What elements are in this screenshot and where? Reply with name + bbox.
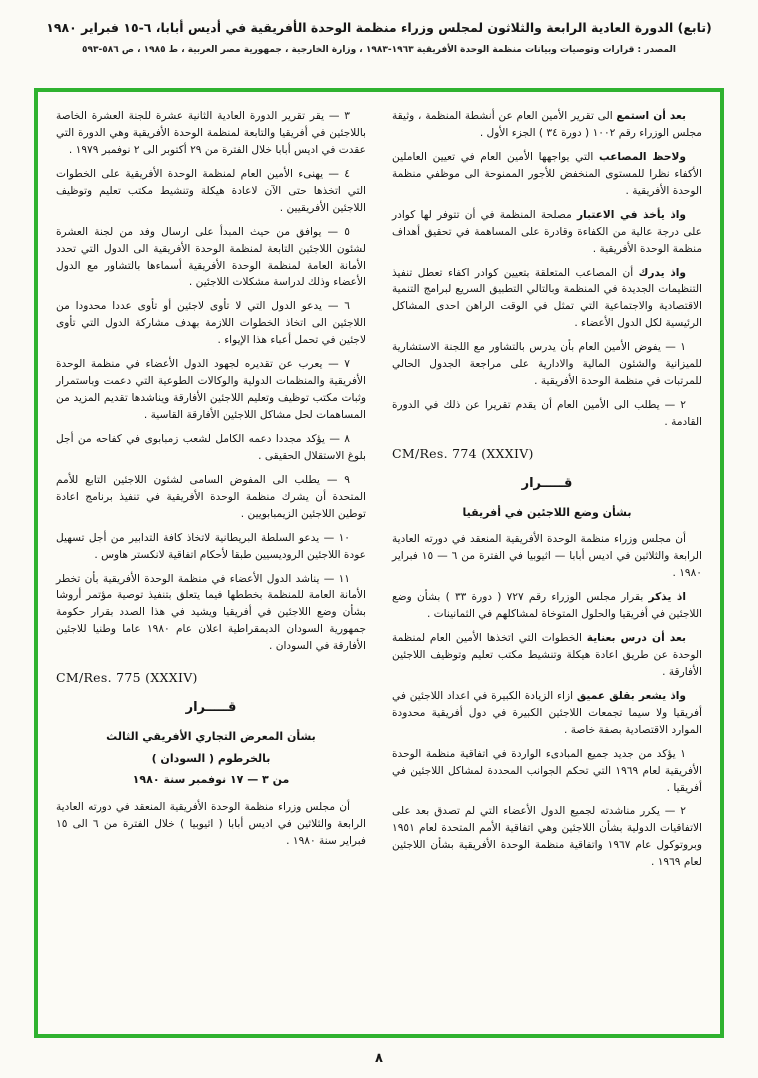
paragraph [392, 149, 702, 200]
header-title: (تابع) الدورة العادية الرابعة والثلاثون لمجلس وزراء منظمة الوحدة الأفريقية في أديس أبابا، ٦-١٥ فبراير ١٩٨٠ [46, 20, 712, 35]
resolution-subtitle-line1: بشأن المعرض التجاري الأفريقي الثالث [106, 729, 316, 743]
paragraph [56, 298, 366, 349]
paragraph-text: ٨ — يؤكد مجددا دعمه الكامل لشعب زمبابوى في كفاحه من أجل بلوغ الاستقلال الحقيقى . [56, 432, 366, 462]
paragraph [56, 472, 366, 523]
paragraph-text: ١ يؤكد من جديد جميع المبادىء الواردة في اتفاقية منظمة الوحدة الأفريقية لعام ١٩٦٩ التي تحكم الجوانب المحددة لمشاكل اللاجئين في أفريقيا . [392, 747, 702, 794]
paragraph-text: ازاء الزيادة الكبيرة في اعداد اللاجئين في أفريقيا ولا سيما تجمعات اللاجئين الكبيرة في دول أفريقية محدودة الموارد الاقتصادية بصفة خاصة . [392, 689, 702, 736]
paragraph [392, 746, 702, 797]
paragraph [392, 108, 702, 142]
resolution-subtitle-line2: بالخرطوم ( السودان ) [151, 751, 271, 765]
paragraph [56, 356, 366, 424]
paragraph-text: الخطوات التي اتخذها الأمين العام لمنظمة الوحدة عن طريق اعادة هيكلة وتنشيط مكتب تعليم وتوظيف اللاجئين الأفارقة . [392, 632, 702, 678]
right-column [392, 108, 702, 1024]
paragraph-lead: واذ يدرك [638, 266, 687, 279]
resolution-reference-775: CM/Res. 775 (XXXIV) [56, 670, 198, 686]
page-header [0, 0, 758, 55]
paragraph [392, 397, 702, 431]
paragraph [56, 108, 366, 159]
header-source: المصدر : قرارات وتوصيات وبيانات منظمة الوحدة الأفريقية ١٩٦٣-١٩٨٣ ، وزارة الخارجية ، جمهورية مصر العربية ، ط ١٩٨٥ ، ص ٥٨٦-٥٩٣ [81, 45, 677, 55]
paragraph-text: ٢ — يكرر مناشدته لجميع الدول الأعضاء التي لم تصدق بعد على الاتفاقيات الدولية بشأن اللاجئين وهي اتفاقية الأمم المتحدة لعام ١٩٥١ وبروتوكول عام ١٩٦٧ واتفاقية منظمة الوحدة الأفريقية بشأن اللاجئين لعام ١٩٦٩ . [392, 805, 702, 869]
paragraph-lead: بعد أن استمع [616, 110, 687, 122]
paragraph-text: التي يواجهها الأمين العام في تعيين العاملين الأكفاء نظرا للمستوى المنخفض للأجور الممنوحة الى موظفي منظمة الوحدة الأفريقية . [392, 150, 702, 197]
paragraph-text: ٩ — يطلب الى المفوض السامى لشئون اللاجئين التابع للأمم المتحدة أن يشرك منظمة الوحدة الأفريقية في تنفيذ برنامج اعادة توطين اللاجئين الزيمبابويين . [56, 473, 366, 520]
paragraph [392, 207, 702, 258]
paragraph-text: ٢ — يطلب الى الأمين العام أن يقدم تقريرا عن ذلك في الدورة القادمة . [392, 399, 702, 428]
resolution-subtitle: بشأن وضع اللاجئين في أفريقيا [462, 505, 632, 519]
paragraph [392, 531, 702, 582]
paragraph [56, 224, 366, 292]
paragraph-lead: واذ يشعر بقلق عميق [576, 689, 686, 702]
paragraph-text: الى تقرير الأمين العام عن أنشطة المنظمة ، وثيقة مجلس الوزراء رقم ١٠٠٢ ( دورة ٣٤ ) الجزء الأول . [392, 110, 702, 139]
paragraph-text: ١٠ — يدعو السلطة البريطانية لاتخاذ كافة التدابير من أجل تسهيل عودة اللاجئين الروديسيين طبقا لأحكام اتفاقية لانكستر هاوس . [56, 531, 366, 561]
paragraph-lead: اذ يذكر [648, 591, 686, 604]
paragraph-lead: بعد أن درس بعناية [586, 632, 686, 645]
paragraph [392, 339, 702, 390]
paragraph [392, 688, 702, 739]
paragraph-text: ١ — يفوض الأمين العام بأن يدرس بالتشاور مع اللجنة الاستشارية للميزانية والشئون المالية والادارية على مراجعة الجدول الحالي للمرتبات في منظمة الوحدة الأفريقية . [392, 341, 702, 388]
paragraph-text: أن مجلس وزراء منظمة الوحدة الأفريقية المنعقد في دورته العادية الرابعة والثلاثين في اديس أبابا — اثيوبيا في الفترة من ٦ — ١٥ فبراير ١٩٨٠ . [392, 533, 702, 580]
paragraph-text: ١١ — يناشد الدول الأعضاء في منظمة الوحدة الأفريقية بأن تخطر الأمانة العامة للمنظمة بخططها فيما يتعلق بتنفيذ توصية مؤتمر أروشا بشأن وضع اللاجئين في أفريقيا ويشيد في هذا الصدد بقرار حكومة جمهورية السودان الديمقراطية اعلان عام ١٩٨٠ عاما وطنيا للاجئين الأفارقة في السودان . [56, 572, 366, 653]
two-column-layout [56, 108, 702, 1024]
paragraph [56, 166, 366, 217]
paragraph [392, 265, 702, 333]
paragraph [392, 589, 702, 623]
paragraph-text: بقرار مجلس الوزراء رقم ٧٢٧ ( دورة ٣٣ ) بشأن وضع اللاجئين في أفريقيا والحلول المتوخاة لمشاكلهم في الثمانينات . [392, 591, 702, 621]
paragraph [56, 571, 366, 656]
paragraph-text: ٣ — يقر تقرير الدورة العادية الثانية عشرة للجنة العشرة الخاصة باللاجئين في أفريقيا والتابعة لمنظمة الوحدة الأفريقية وهي الدورة التي عقدت في اديس أبابا خلال الفترة من ٢٩ أكتوبر الى ٢ نوفمبر ١٩٧٩ . [56, 110, 366, 156]
paragraph-text: أن المصاعب المتعلقة بتعيين كوادر اكفاء تعطل تنفيذ التنظيمات الجديدة في المنظمة وبالتالي التطبيق السريع لبرامج التنمية الاقتصادية والاجتماعية التي تمثل في الوقت الراهن احدى المشاكل الرئيسية لكل الدول الأعضاء . [392, 266, 702, 330]
resolution-reference-774: CM/Res. 774 (XXXIV) [392, 445, 534, 461]
paragraph-text: مصلحة المنظمة في أن تتوفر لها كوادر على درجة عالية من الكفاءة وقادرة على المساهمة في تحقيق أهداف منظمة الوحدة الأفريقية . [392, 208, 702, 255]
paragraph-text: أن مجلس وزراء منظمة الوحدة الأفريقية المنعقد في دورته العادية الرابعة والثلاثين في اديس أبابا ( اثيوبيا ) خلال الفترة من ٦ الى ١٥ فبراير سنة ١٩٨٠ . [56, 800, 367, 847]
paragraph-lead: واذ يأخذ في الاعتبار [576, 208, 686, 221]
resolution-title: قـــــرار [185, 700, 237, 716]
paragraph-text: ٤ — يهنىء الأمين العام لمنظمة الوحدة الأفريقية على الخطوات التي اتخذها حتى الآن لاعادة هيكلة وتنشيط مكتب تعليم وتوظيف اللاجئين الأفريقيين . [56, 167, 366, 214]
paragraph-lead: ولاحظ المصاعب [598, 150, 686, 163]
paragraph [56, 799, 366, 850]
resolution-title: قـــــرار [521, 475, 573, 491]
paragraph [56, 530, 366, 564]
paragraph [56, 431, 366, 465]
green-border-frame [34, 88, 724, 1038]
paragraph-text: ٥ — يوافق من حيث المبدأ على ارسال وفد من لجنة العشرة لشئون اللاجئين التابعة لمنظمة الوحدة الأفريقية الى الدول التي تحدد الأمانة العامة لمنظمة الوحدة الأفريقية أسماءها بالتشاور مع الدول الأعضاء وذلك لدراسة مشكلات اللاجئين . [56, 225, 366, 289]
paragraph [392, 630, 702, 681]
resolution-subtitle-date: من ٣ — ١٧ نوفمبر سنة ١٩٨٠ [132, 773, 290, 787]
page-number: ٨ [375, 1051, 383, 1066]
left-column [56, 108, 366, 1024]
paragraph [392, 803, 702, 871]
paragraph-text: ٧ — يعرب عن تقديره لجهود الدول الأعضاء في منظمة الوحدة الأفريقية والمنظمات الدولية والوكالات الطوعية التي دعمت وباستمرار وثبات مكتب توظيف وتعليم اللاجئين الأفارقة ويناشدها تقديم المزيد من المساهمات لحل مشاكل اللاجئين الأفارقة القاسية . [56, 358, 366, 421]
paragraph-text: ٦ — يدعو الدول التي لا تأوى لاجئين أو تأوى عددا محدودا من اللاجئين الى اتخاذ الخطوات اللازمة بهدف مشاركة الدول التي تأوى لاجئين في تحمل أعباء هذا الإيواء . [56, 300, 366, 347]
